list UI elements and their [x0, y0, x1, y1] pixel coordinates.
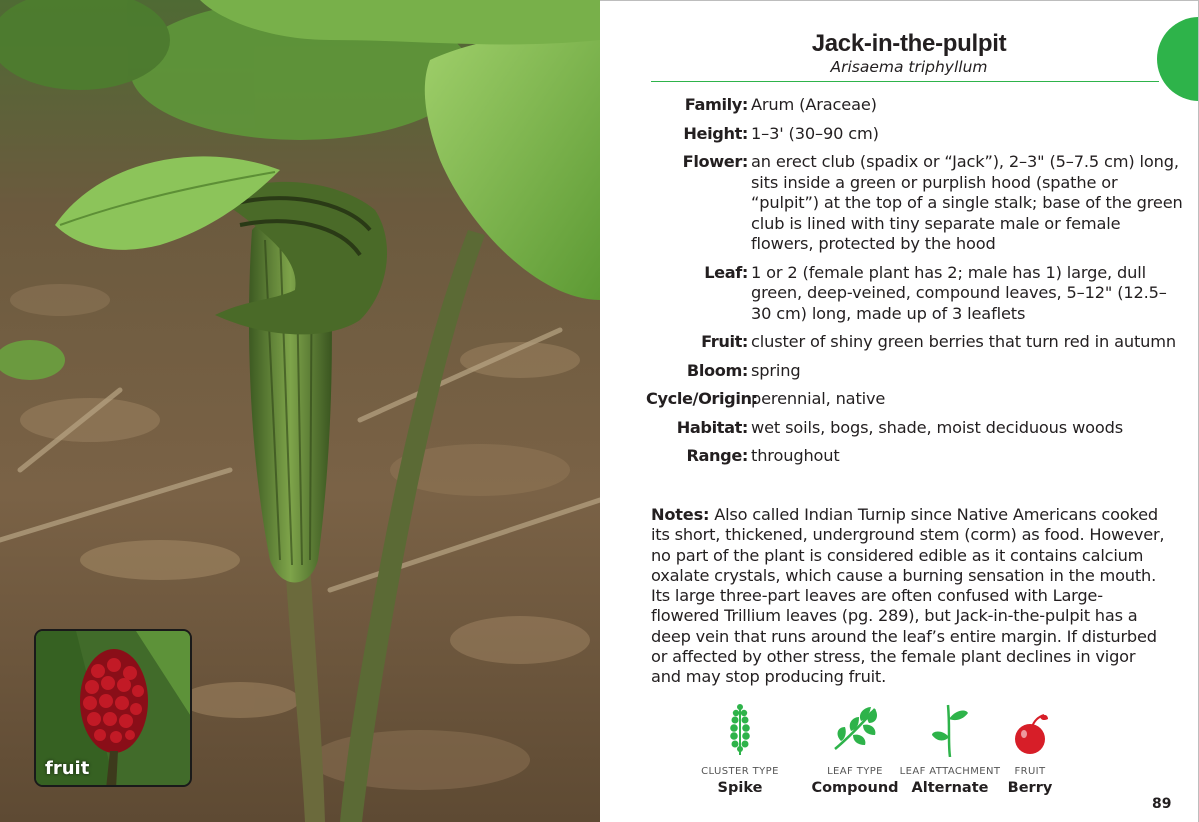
fact-value: 1–3' (30–90 cm): [751, 123, 879, 143]
field-guide-page: [600, 0, 1199, 822]
fact-bloom: [646, 361, 1186, 382]
fact-value: wet soils, bogs, shade, moist deciduous woods: [751, 417, 1124, 437]
icon-caption: CLUSTER TYPE: [701, 766, 779, 777]
fact-label: Habitat:: [676, 417, 748, 437]
fact-label: Family:: [684, 95, 748, 114]
notes-label: Notes:: [651, 505, 710, 524]
fact-value: throughout: [751, 446, 840, 465]
alternate-leaf-icon: [930, 701, 970, 757]
icon-caption: LEAF ATTACHMENT: [899, 766, 1001, 777]
fact-habitat: [646, 418, 1186, 439]
page-title: Jack-in-the-pulpit: [811, 30, 1007, 57]
inset-label: fruit: [45, 758, 90, 779]
icon-caption: LEAF TYPE: [827, 766, 883, 777]
fact-label: Range:: [686, 446, 748, 465]
title-divider: [651, 81, 1159, 82]
icon-value: Compound: [811, 780, 899, 796]
fact-label: Flower:: [682, 152, 748, 171]
fact-label: Cycle/Origin:: [646, 389, 758, 408]
icon-value: Alternate: [911, 780, 989, 796]
fact-value: Arum (Araceae): [751, 95, 877, 114]
compound-leaf-icon: [827, 701, 883, 757]
scientific-name: Arisaema triphyllum: [830, 58, 988, 76]
notes-text: Also called Indian Turnip since Native Americans cooked its short, thickened, underground stem (corm) as food. However, no part of the plant is considered edible as it contains calcium oxalate crystals, which cause a burning sensation in the mouth. Its large three-part leaves are often confused with Large-flowered Trillium leaves (pg. 289), but Jack-in-the-pulpit has a deep vein that runs around the leaf’s entire margin. If disturbed or affected by other stress, the female plant declines in vigor and may stop producing fruit.: [651, 505, 1165, 687]
fact-height: [646, 124, 1186, 145]
fact-family: [646, 95, 1186, 116]
notes-paragraph: [651, 505, 1169, 688]
cluster-type-item: [685, 701, 795, 796]
fact-label: Height:: [683, 123, 748, 143]
fruit-inset-photo: [34, 629, 192, 787]
fact-value: 1 or 2 (female plant has 2; male has 1) large, dull green, deep-veined, compound leaves, 5–12" (12.5–30 cm) long, made up of 3 leaflets: [751, 262, 1167, 323]
fact-label: Fruit:: [701, 332, 748, 351]
icon-value: Berry: [1007, 780, 1053, 796]
fact-value: perennial, native: [751, 389, 886, 408]
spike-cluster-icon: [728, 701, 752, 757]
fact-value: an erect club (spadix or “Jack”), 2–3" (5–7.5 cm) long, sits inside a green or purplish hood (spathe or “pulpit”) at the top of a single stalk; base of the green club is lined with tiny separate male or female flowers, protected by the hood: [751, 152, 1183, 253]
fact-list: [646, 95, 1186, 475]
fact-flower: [646, 152, 1186, 255]
identification-icons: [701, 701, 1077, 801]
fact-fruit: [646, 332, 1186, 353]
fact-value: cluster of shiny green berries that turn red in autumn: [751, 332, 1177, 351]
fact-label: Leaf:: [704, 262, 748, 282]
page-number: 89: [1152, 796, 1172, 812]
icon-value: Spike: [717, 780, 763, 796]
berry-icon: [1010, 701, 1050, 757]
fact-cycle-origin: [646, 389, 1186, 410]
fact-range: [646, 446, 1186, 467]
fruit-type-item: [975, 701, 1085, 796]
fact-label: Bloom:: [686, 360, 748, 380]
fact-value: spring: [751, 360, 801, 380]
fact-leaf: [646, 263, 1186, 325]
icon-caption: FRUIT: [1014, 766, 1046, 777]
leaf-type-item: [800, 701, 910, 796]
